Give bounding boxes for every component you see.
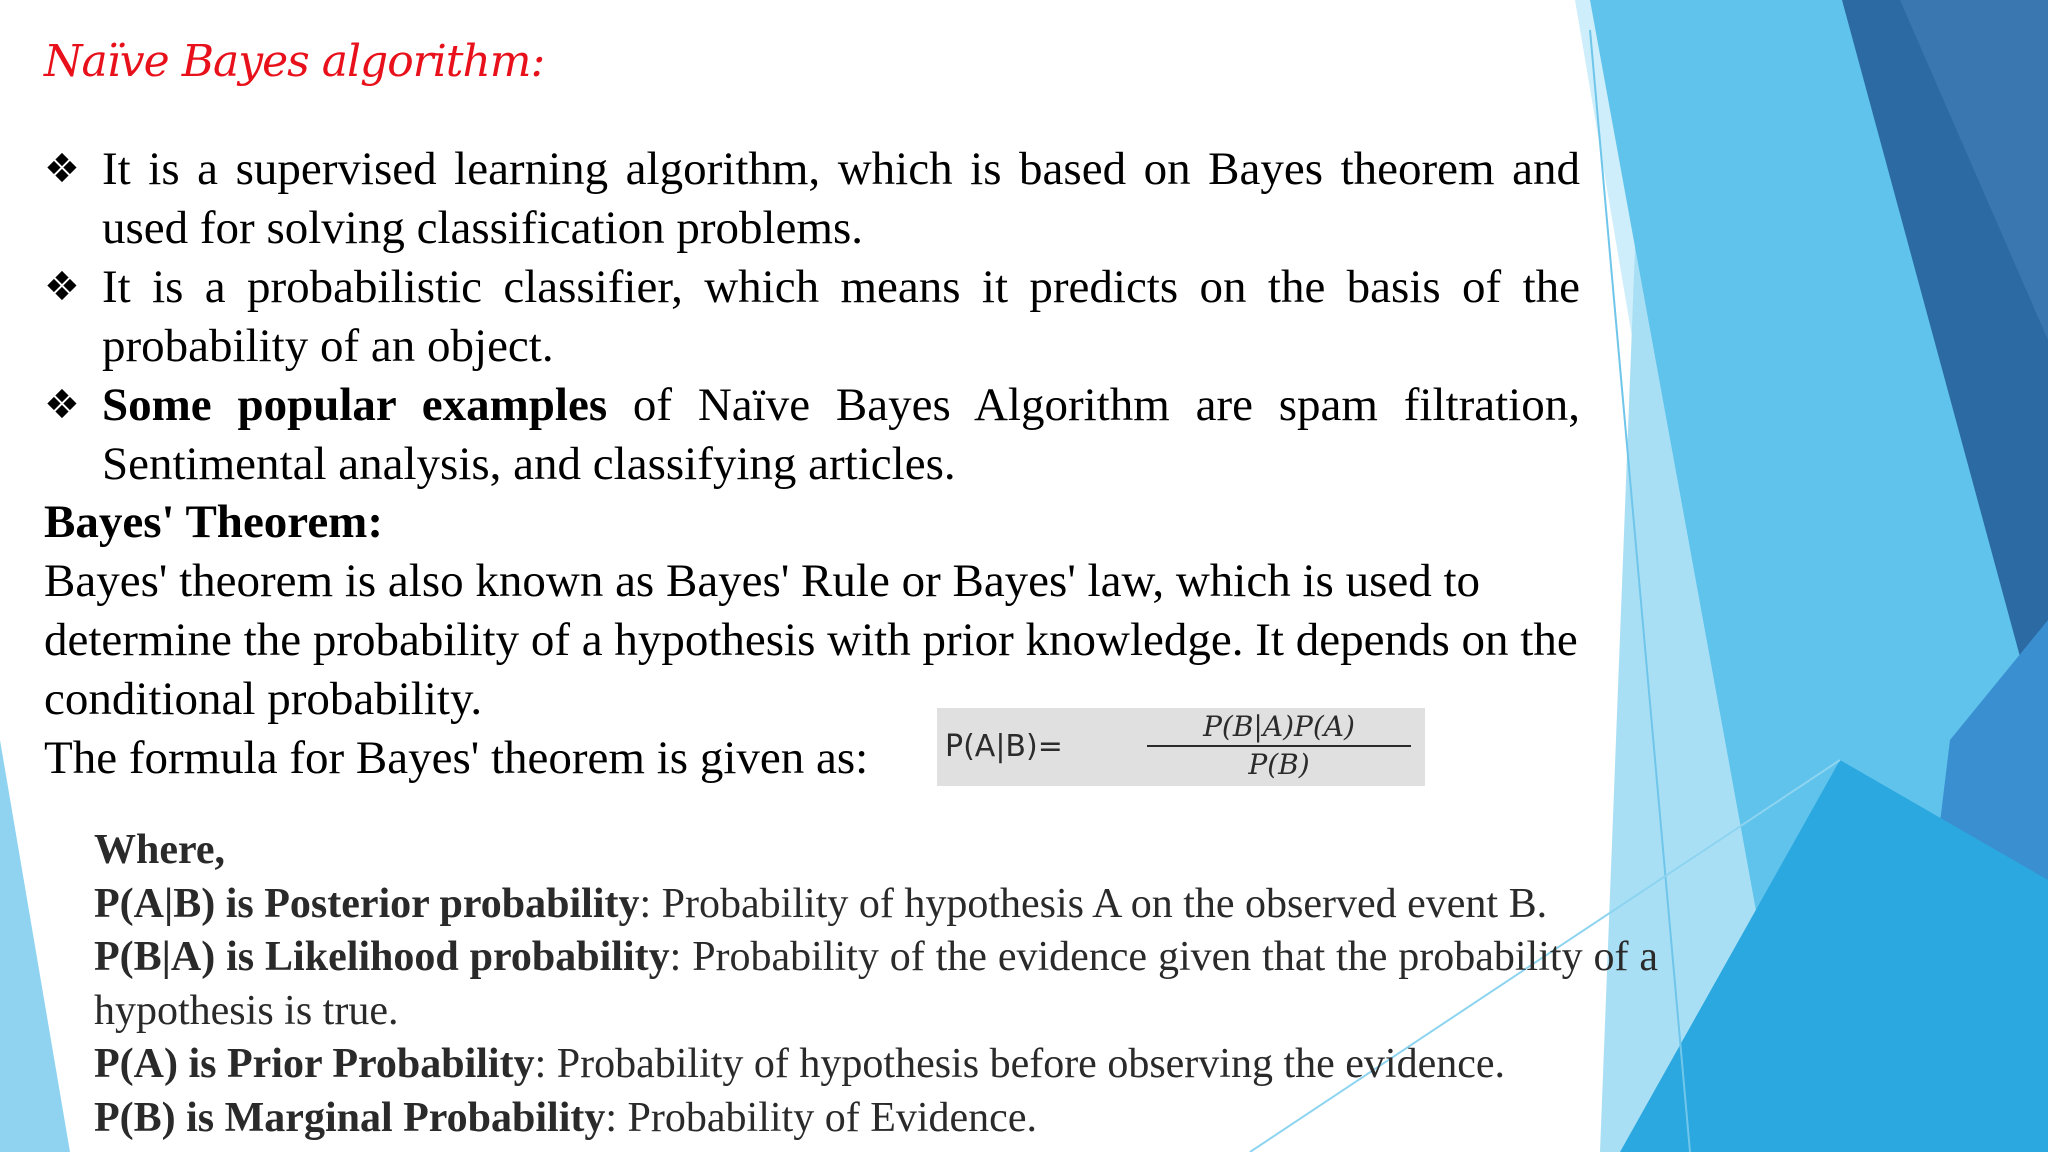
- bullet-text: It is a supervised learning algorithm, which is based on Bayes theorem and used for solving classification problems.: [102, 143, 1580, 254]
- formula-label: The formula for Bayes' theorem is given as:: [44, 732, 869, 784]
- bullet-list: [44, 140, 1580, 494]
- definitions-block: [94, 824, 1658, 1145]
- fraction-bar: [1147, 745, 1411, 747]
- slide-title: Naïve Bayes algorithm:: [44, 36, 545, 87]
- diamond-quad-icon: ❖: [44, 146, 80, 192]
- definition-term: P(B) is Marginal Probability: [94, 1094, 606, 1141]
- bullet-item: [44, 140, 1580, 258]
- definition-term: P(A) is Prior Probability: [94, 1041, 535, 1087]
- formula-fraction: [1141, 710, 1417, 782]
- theorem-description: Bayes' theorem is also known as Bayes' Rule or Bayes' law, which is used to determine the probability of a hypothesis with prior knowledge. It depends on the conditional probability.: [44, 555, 1578, 725]
- bullet-item: [44, 376, 1580, 494]
- definition-desc: : Probability of Evidence.: [605, 1094, 1037, 1141]
- bayes-formula-image: [937, 708, 1425, 786]
- definition-marginal: [94, 1092, 1658, 1146]
- bullet-bold-text: Some popular examples: [102, 379, 608, 431]
- formula-lhs: P(A|B)=: [945, 729, 1063, 764]
- definition-term: P(B|A) is Likelihood probability: [94, 934, 670, 980]
- definition-desc: : Probability of hypothesis before observing the evidence.: [534, 1041, 1506, 1087]
- theorem-heading: Bayes' Theorem:: [44, 496, 383, 548]
- diamond-quad-icon: ❖: [44, 382, 80, 428]
- formula-numerator: P(B|A)P(A): [1203, 710, 1355, 743]
- definition-desc: : Probability of the evidence given that the probability of a hypothesis is true.: [94, 934, 1658, 1034]
- definition-likelihood: [94, 931, 1658, 1038]
- definition-desc: : Probability of hypothesis A on the observed event B.: [639, 880, 1548, 927]
- where-label: Where,: [94, 827, 226, 873]
- formula-denominator: P(B): [1248, 748, 1310, 781]
- diamond-quad-icon: ❖: [44, 264, 80, 310]
- bullet-text: It is a probabilistic classifier, which means it predicts on the basis of the probability of an object.: [102, 261, 1580, 372]
- definition-term: P(A|B) is Posterior probability: [94, 880, 640, 927]
- bullet-item: [44, 258, 1580, 376]
- bullet-text: of Naïve Bayes Algorithm are spam filtration, Sentimental analysis, and classifying articles.: [102, 379, 1580, 490]
- definition-prior: [94, 1038, 1658, 1092]
- definition-posterior: [94, 878, 1658, 932]
